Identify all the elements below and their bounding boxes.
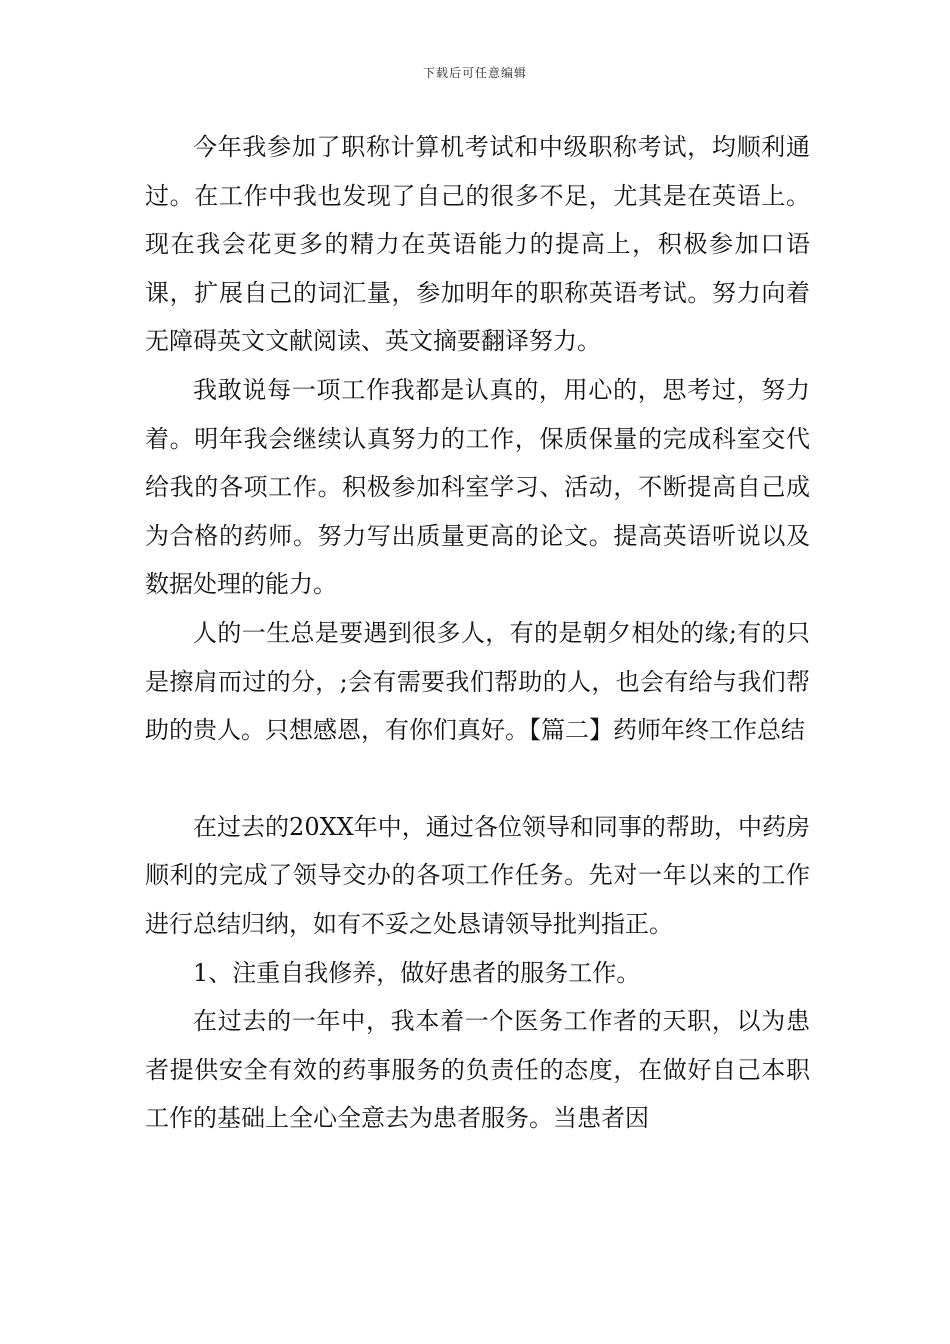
document-body — [145, 123, 810, 1143]
paragraph-work-attitude: 我敢说每一项工作我都是认真的，用心的，思考过，努力着。明年我会继续认真努力的工作，保质保量的完成科室交代给我的各项工作。积极参加科室学习、活动，不断提高自己成为合格的药师。努力写出质量更高的论文。提高英语听说以及数据处理的能力。 — [145, 375, 810, 599]
section-heading-1: 1、注重自我修养，做好患者的服务工作。 — [193, 958, 641, 987]
paragraph-exam-summary: 今年我参加了职称计算机考试和中级职称考试，均顺利通过。在工作中我也发现了自己的很多不足，尤其是在英语上。现在我会花更多的精力在英语能力的提高上，积极参加口语课，扩展自己的词汇量，参加明年的职称英语考试。努力向着无障碍英文文献阅读、英文摘要翻译努力。 — [145, 133, 810, 356]
paragraph-patient-service: 在过去的一年中，我本着一个医务工作者的天职，以为患者提供安全有效的药事服务的负责任的态度，在做好自己本职工作的基础上全心全意去为患者服务。当患者因 — [145, 1007, 810, 1133]
paragraph-gratitude: 人的一生总是要遇到很多人，有的是朝夕相处的缘;有的只是擦肩而过的分，;会有需要我们帮助的人，也会有给与我们帮助的贵人。只想感恩，有你们真好。【篇二】药师年终工作总结 — [145, 618, 810, 745]
page-header: 下载后可任意编辑 — [422, 66, 527, 80]
paragraph-year-review: 在过去的20XX年中，通过各位领导和同事的帮助，中药房顺利的完成了领导交办的各项工作任务。先对一年以来的工作进行总结归纳，如有不妥之处恳请领导批判指正。 — [145, 812, 810, 938]
section-spacer — [145, 755, 810, 803]
